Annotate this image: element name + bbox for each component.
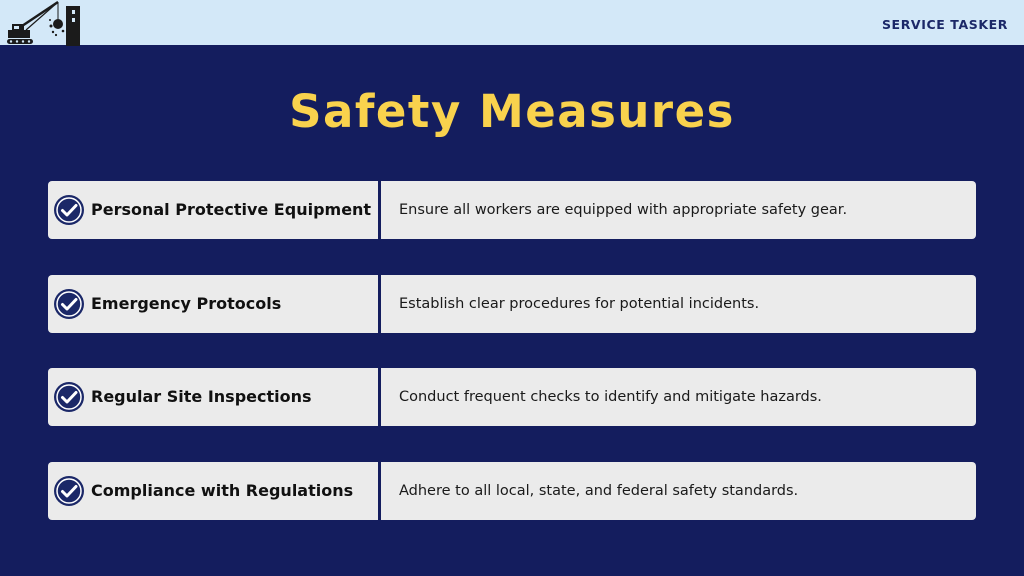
measure-description: Adhere to all local, state, and federal safety standards.: [399, 483, 799, 499]
measure-label: Compliance with Regulations: [91, 481, 354, 500]
crane-wrecking-ball-icon: [6, 0, 82, 46]
check-circle-icon: [53, 381, 85, 413]
brand-name: SERVICE TASKER: [881, 17, 1008, 32]
row-divider: [378, 462, 381, 520]
measure-description: Conduct frequent checks to identify and mitigate hazards.: [399, 389, 822, 405]
row-divider: [378, 181, 381, 239]
measure-row: [48, 181, 976, 239]
measure-label: Regular Site Inspections: [91, 387, 312, 406]
measure-description: Establish clear procedures for potential incidents.: [399, 296, 760, 312]
row-divider: [378, 368, 381, 426]
header-bar: [0, 0, 1024, 45]
measure-description: Ensure all workers are equipped with appropriate safety gear.: [399, 202, 848, 218]
measure-row: [48, 462, 976, 520]
slide-title: Safety Measures: [289, 85, 735, 138]
check-circle-icon: [53, 194, 85, 226]
measure-label: Emergency Protocols: [91, 294, 282, 313]
check-circle-icon: [53, 475, 85, 507]
measure-row: [48, 275, 976, 333]
measure-label: Personal Protective Equipment: [91, 200, 372, 219]
check-circle-icon: [53, 288, 85, 320]
measure-row: [48, 368, 976, 426]
row-divider: [378, 275, 381, 333]
